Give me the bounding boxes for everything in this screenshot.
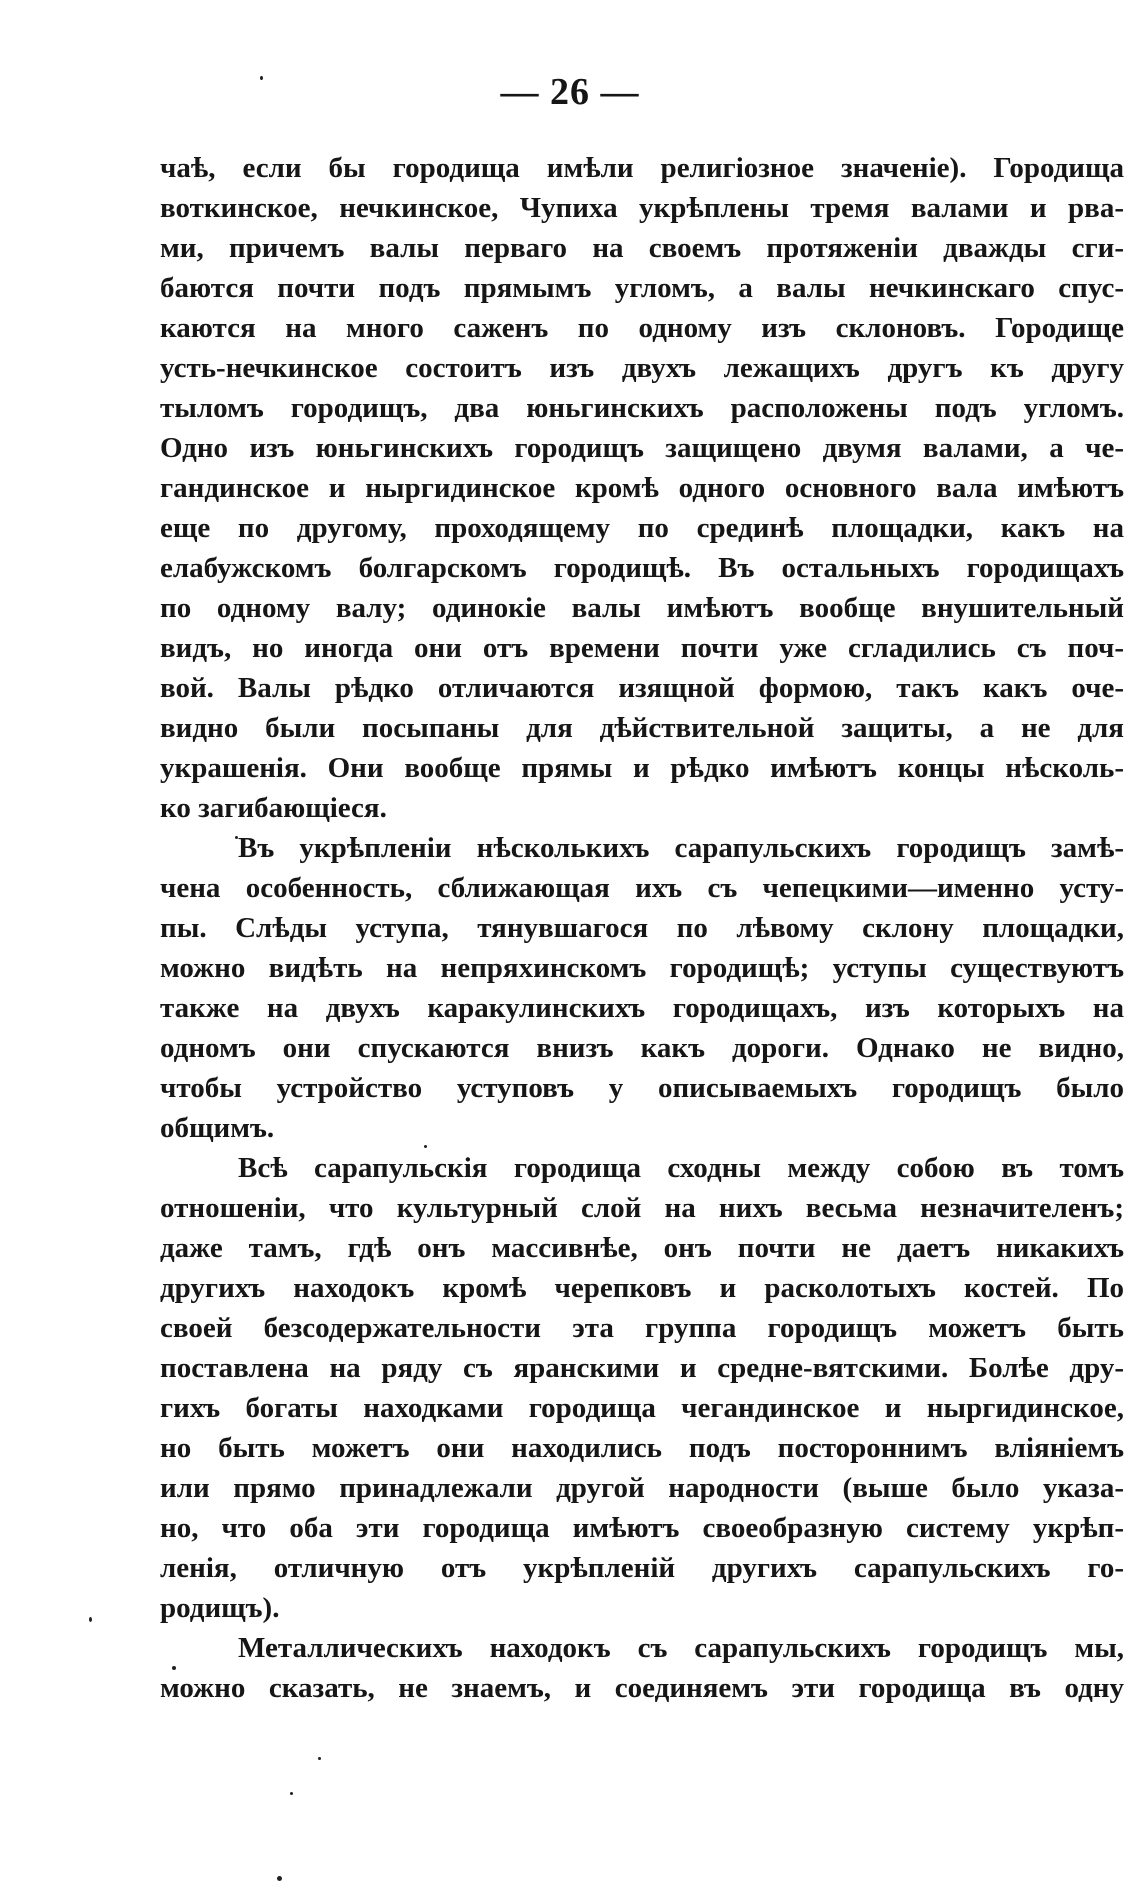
text-line: чтобы устройство уступовъ у описываемыхъ городищъ было (160, 1072, 1124, 1104)
text-line: усть-нечкинское состоитъ изъ двухъ лежащихъ другъ къ другу (160, 352, 1124, 384)
text-line: Въ укрѣпленіи нѣсколькихъ сарапульскихъ городищъ замѣ- (238, 832, 1124, 864)
text-line: видно были посыпаны для дѣйствительной защиты, а не для (160, 712, 1124, 744)
text-line: по одному валу; одинокіе валы имѣютъ вообще внушительный (160, 592, 1124, 624)
scan-speck (277, 1876, 282, 1881)
text-line: Всѣ сарапульскія городища сходны между собою въ томъ (238, 1152, 1124, 1184)
scan-speck (424, 1145, 427, 1148)
scan-speck (318, 1757, 321, 1760)
text-line: чена особенность, сближающая ихъ съ чепецкими—именно усту- (160, 872, 1124, 904)
text-line: ленія, отличную отъ укрѣпленій другихъ сарапульскихъ го- (160, 1552, 1124, 1584)
text-line: чаѣ, если бы городища имѣли религіозное значеніе). Городища (160, 152, 1124, 184)
text-line: можно сказать, не знаемъ, и соединяемъ эти городища въ одну (160, 1672, 1124, 1704)
text-line: поставлена на ряду съ яранскими и средне-вятскими. Болѣе дру- (160, 1352, 1124, 1384)
scan-speck (172, 1666, 176, 1670)
text-line: но быть можетъ они находились подъ постороннимъ вліяніемъ (160, 1432, 1124, 1464)
text-line: общимъ. (160, 1112, 275, 1144)
text-line: гандинское и ныргидинское кромѣ одного основного вала имѣютъ (160, 472, 1124, 504)
text-line: елабужскомъ болгарскомъ городищѣ. Въ остальныхъ городищахъ (160, 552, 1124, 584)
text-line: видъ, но иногда они отъ времени почти уже сгладились съ поч- (160, 632, 1124, 664)
text-line: Металлическихъ находокъ съ сарапульскихъ городищъ мы, (238, 1632, 1124, 1664)
scan-speck (290, 1792, 293, 1795)
text-line: воткинское, нечкинское, Чупиха укрѣплены тремя валами и рва- (160, 192, 1124, 224)
text-line: пы. Слѣды уступа, тянувшагося по лѣвому склону площадки, (160, 912, 1124, 944)
page-number: — 26 — (500, 71, 640, 113)
text-line: отношеніи, что культурный слой на нихъ весьма незначителенъ; (160, 1192, 1124, 1224)
text-line: но, что оба эти городища имѣютъ своеобразную систему укрѣп- (160, 1512, 1124, 1544)
body-text (160, 148, 1124, 1708)
text-line: другихъ находокъ кромѣ черепковъ и расколотыхъ костей. По (160, 1272, 1124, 1304)
text-line: родищъ). (160, 1592, 280, 1624)
text-line: или прямо принадлежали другой народности (выше было указа- (160, 1472, 1124, 1504)
text-line: Одно изъ юньгинскихъ городищъ защищено двумя валами, а че- (160, 432, 1124, 464)
text-line: каются на много саженъ по одному изъ склоновъ. Городище (160, 312, 1124, 344)
text-line: баются почти подъ прямымъ угломъ, а валы нечкинскаго спус- (160, 272, 1124, 304)
text-line: своей безсодержательности эта группа городищъ можетъ быть (160, 1312, 1124, 1344)
text-line: можно видѣть на непряхинскомъ городищѣ; уступы существуютъ (160, 952, 1124, 984)
text-line: гихъ богаты находками городища чегандинское и ныргидинское, (160, 1392, 1124, 1424)
text-line: ми, причемъ валы перваго на своемъ протяженіи дважды сги- (160, 232, 1124, 264)
text-line: еще по другому, проходящему по срединѣ площадки, какъ на (160, 512, 1124, 544)
scan-speck (235, 836, 238, 839)
scan-speck (89, 1617, 92, 1622)
text-line: одномъ они спускаются внизъ какъ дороги. Однако не видно, (160, 1032, 1124, 1064)
text-line: также на двухъ каракулинскихъ городищахъ, изъ которыхъ на (160, 992, 1124, 1024)
scan-speck (260, 76, 263, 80)
text-line: ко загибающіеся. (160, 792, 387, 824)
text-line: украшенія. Они вообще прямы и рѣдко имѣютъ концы нѣсколь- (160, 752, 1124, 784)
text-line: даже тамъ, гдѣ онъ массивнѣе, онъ почти не даетъ никакихъ (160, 1232, 1124, 1264)
text-line: тыломъ городищъ, два юньгинскихъ расположены подъ угломъ. (160, 392, 1124, 424)
text-line: вой. Валы рѣдко отличаются изящной формою, такъ какъ оче- (160, 672, 1124, 704)
